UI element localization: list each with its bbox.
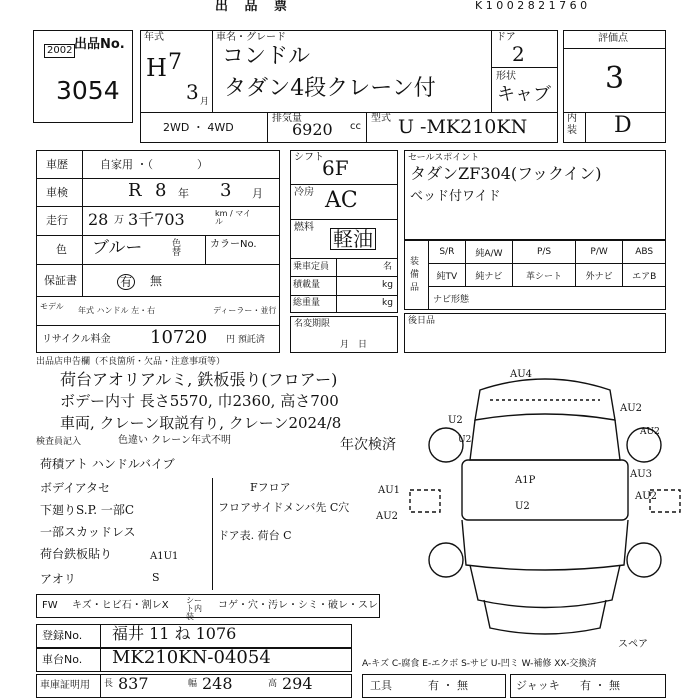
inspector-r1: Fフロア bbox=[250, 481, 291, 494]
diag-label-au2-right: AU2 bbox=[635, 491, 658, 502]
equip-sr: S/R bbox=[429, 241, 466, 264]
sales-line1: タダンZF304(フックイン) bbox=[410, 164, 602, 183]
shift-label: シフト bbox=[294, 152, 324, 163]
fw-items: キズ・ヒビ石・割レX bbox=[72, 600, 169, 611]
ac-value: AC bbox=[325, 188, 358, 213]
year-value: 7 bbox=[168, 50, 182, 75]
model-origin-label: モデル bbox=[40, 302, 64, 311]
tools-label: 工具 bbox=[370, 679, 392, 692]
color-no-label: カラーNo. bbox=[210, 239, 257, 250]
recycle-label: リサイクル料金 bbox=[42, 334, 111, 345]
year-era: H bbox=[146, 54, 167, 82]
dims-wid: 248 bbox=[202, 674, 233, 693]
equip-navi: 純ナビ bbox=[465, 264, 513, 287]
jack-options: 有 ・ 無 bbox=[580, 679, 620, 692]
fw-label: FW bbox=[42, 600, 58, 611]
equip-ps: P/S bbox=[513, 241, 576, 264]
notes-line2: ボデー内寸 長さ5570, 巾2360, 高さ700 bbox=[60, 392, 339, 410]
score-value: 3 bbox=[605, 61, 625, 96]
displacement-label: 排気量 bbox=[272, 113, 302, 124]
inspector-r2: フロアサイドメンバ先 C穴 bbox=[218, 501, 350, 514]
inspector-head-note: 色違い クレーン年式不明 bbox=[118, 435, 231, 446]
dims-hei: 294 bbox=[282, 674, 313, 693]
notes-line3: 車両, クレーン取説有り, クレーン2024/8 bbox=[60, 414, 342, 432]
chassis-label: 車台No. bbox=[42, 653, 83, 666]
sales-label: セールスポイント bbox=[408, 153, 480, 163]
seat-label: シート内装 bbox=[186, 596, 202, 621]
warranty-label: 保証書 bbox=[44, 274, 77, 287]
score-label: 評価点 bbox=[598, 33, 628, 44]
diag-label-au3: AU3 bbox=[630, 469, 653, 480]
damage-legend: A-キズ C-腐食 E-エクボ S-サビ U-凹ミ W-補修 XX-交換済 bbox=[362, 659, 597, 669]
mileage-rest: 3千703 bbox=[128, 210, 185, 229]
recycle-unit: 円 預託済 bbox=[226, 335, 265, 345]
vehicle-name: コンドル bbox=[222, 44, 311, 69]
equipment-label: 装備品 bbox=[410, 257, 420, 293]
inspector-l4: 一部スカッドレス bbox=[40, 525, 136, 539]
month-unit: 月 bbox=[200, 97, 210, 107]
equip-navi-type: ナビ形態 bbox=[429, 287, 666, 310]
fuel-value: 軽油 bbox=[330, 228, 376, 250]
top-title: 出 品 票 bbox=[215, 0, 294, 14]
notes-line1: 荷台アオリアルミ, 鉄板張り(フロアー) bbox=[60, 370, 338, 389]
dims-label: 車庫証明用 bbox=[40, 680, 90, 691]
seat-items: コゲ・穴・汚レ・シミ・破レ・スレ bbox=[218, 600, 378, 611]
mileage-man-unit: 万 bbox=[114, 215, 124, 226]
inspector-l1: 荷積アト ハンドルバイブ bbox=[40, 457, 175, 471]
diag-label-u2-extra: U2 bbox=[458, 435, 472, 445]
dims-hei-label: 高 bbox=[268, 679, 278, 689]
recycle-amount: 10720 bbox=[150, 327, 208, 348]
load-label: 積載量 bbox=[293, 280, 321, 290]
name-change-unit: 月 日 bbox=[340, 340, 368, 350]
inspection-r: R bbox=[128, 180, 142, 201]
spare-label: スペア bbox=[618, 639, 648, 650]
jack-label: ジャッキ bbox=[516, 679, 560, 692]
body-type: キャブ bbox=[497, 84, 551, 105]
inspector-l2: ボデイアタセ bbox=[40, 481, 110, 495]
diag-label-au2-extra: AU2 bbox=[640, 427, 660, 437]
dims-wid-label: 幅 bbox=[188, 679, 198, 689]
shift-value: 6F bbox=[322, 156, 349, 180]
month-value: 3 bbox=[186, 80, 199, 104]
diag-label-u2-mid: U2 bbox=[515, 501, 530, 512]
warranty-yes: 有 bbox=[117, 274, 135, 290]
vehicle-grade: タダン4段クレーン付 bbox=[224, 76, 436, 101]
inspection-label: 車検 bbox=[46, 186, 68, 199]
warranty-no: 無 bbox=[150, 274, 163, 288]
mileage-label: 走行 bbox=[46, 214, 68, 227]
drive-label: 2WD ・ 4WD bbox=[163, 121, 234, 134]
inspection-month: 3 bbox=[220, 180, 232, 201]
inspection-month-unit: 月 bbox=[252, 187, 263, 200]
lot-year-tag: 2002 bbox=[44, 44, 75, 58]
model-options: 年式 ハンドル 左・右 bbox=[78, 306, 156, 315]
inspector-header: 検査員記入 bbox=[36, 437, 82, 447]
body-label: 形状 bbox=[496, 71, 516, 82]
door-label: ドア bbox=[496, 32, 516, 43]
capacity-unit: 名 bbox=[383, 262, 393, 272]
tools-options: 有 ・ 無 bbox=[428, 679, 468, 692]
registration-value: 福井 11 ね 1076 bbox=[112, 624, 237, 643]
history-label: 車歴 bbox=[46, 158, 68, 171]
inspector-r3: ドア表. 荷台 C bbox=[218, 529, 292, 542]
mileage-unit: km / マイル bbox=[215, 209, 252, 226]
inspector-r5: S bbox=[152, 571, 160, 584]
dealer-options: ディーラー・並行 bbox=[213, 306, 277, 315]
model-label: 型式 bbox=[371, 113, 391, 124]
equipment-grid bbox=[428, 240, 666, 310]
diag-label-au2-left: AU2 bbox=[376, 511, 399, 522]
gross-label: 総重量 bbox=[293, 298, 321, 308]
cc-unit: cc bbox=[350, 121, 361, 132]
registration-label: 登録No. bbox=[42, 629, 83, 642]
dims-len: 837 bbox=[118, 674, 149, 693]
notes-line4: 年次検済 bbox=[340, 437, 396, 453]
equip-leather: 革シート bbox=[513, 264, 576, 287]
top-right-code: K 1 0 0 2 8 2 1 7 6 0 bbox=[475, 0, 588, 12]
equip-ext-navi: 外ナビ bbox=[575, 264, 622, 287]
equip-tv: 純TV bbox=[429, 264, 466, 287]
later-box bbox=[404, 313, 666, 353]
later-label: 後日品 bbox=[408, 316, 436, 326]
color-change: 色替 bbox=[172, 239, 182, 258]
displacement-value: 6920 bbox=[292, 120, 333, 139]
name-label: 車名・グレード bbox=[216, 32, 286, 43]
diag-label-au1: AU1 bbox=[378, 485, 401, 496]
fuel-label: 燃料 bbox=[294, 222, 314, 233]
diag-label-u2-left: U2 bbox=[448, 415, 463, 426]
interior-label: 内装 bbox=[567, 113, 577, 136]
mileage-man: 28 bbox=[88, 210, 109, 229]
inspection-year: 8 bbox=[155, 180, 167, 201]
year-label: 年式 bbox=[144, 32, 164, 43]
chassis-value: MK210KN-04054 bbox=[112, 647, 271, 668]
history-value: 自家用 ・（ ） bbox=[100, 158, 208, 171]
diag-label-au4: AU4 bbox=[510, 369, 533, 380]
diag-label-a1p: A1P bbox=[515, 475, 536, 486]
ac-label: 冷房 bbox=[294, 187, 314, 198]
inspection-year-unit: 年 bbox=[178, 187, 189, 200]
gross-unit: kg bbox=[382, 298, 393, 308]
inspector-l3: 下廻りS.P. 一部C bbox=[40, 503, 135, 517]
lot-label: 出品No. bbox=[74, 37, 125, 52]
equip-pw: P/W bbox=[575, 241, 622, 264]
model-value: U -MK210KN bbox=[398, 116, 528, 138]
equip-aw: 純A/W bbox=[465, 241, 513, 264]
color-label: 色 bbox=[56, 243, 67, 256]
door-count: 2 bbox=[512, 42, 525, 66]
diag-label-au2-top: AU2 bbox=[620, 403, 643, 414]
car-damage-diagram bbox=[400, 360, 690, 650]
sales-line2: ベッド付ワイド bbox=[410, 189, 501, 204]
capacity-label: 乗車定員 bbox=[293, 262, 330, 272]
interior-value: D bbox=[614, 113, 632, 138]
notes-header: 出品店申告欄（不良箇所・欠品・注意事項等） bbox=[36, 357, 226, 367]
inspector-l5: 荷台鉄板貼り bbox=[40, 547, 113, 561]
inspector-l6: アオリ bbox=[40, 572, 76, 586]
color-value: ブルー bbox=[92, 238, 143, 258]
equip-airbag: エアB bbox=[623, 264, 666, 287]
inspector-r4: A1U1 bbox=[150, 551, 179, 562]
lot-number: 3054 bbox=[56, 76, 120, 105]
name-change-label: 名変期限 bbox=[294, 319, 331, 329]
equip-abs: ABS bbox=[623, 241, 666, 264]
dims-len-label: 長 bbox=[104, 679, 114, 689]
load-unit: kg bbox=[382, 280, 393, 290]
